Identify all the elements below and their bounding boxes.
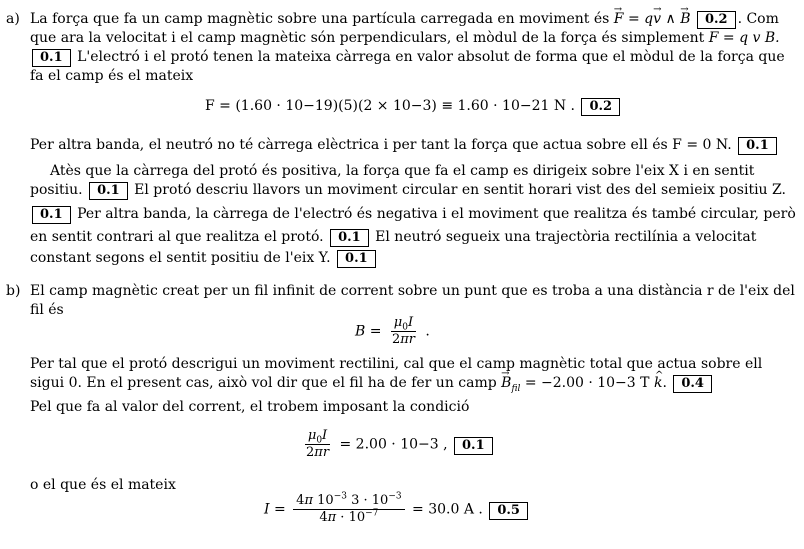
part-a-line-8: 0.1 Per altra banda, la càrrega de l'electró és negativa i el moviment que realitza és també circular, però (30, 205, 760, 224)
score-box: 0.1 (32, 206, 71, 224)
part-a-line-6: Atès que la càrrega del protó és positiva, la força que fa el camp es dirigeix sobre l'eix X i en sentit (50, 163, 755, 179)
score-box: 0.1 (330, 229, 369, 247)
part-a-line-7: positiu. 0.1 El protó descriu llavors un moviment circular en sentit horari vist des del semieix positiu Z. (30, 182, 786, 198)
part-b-label: b) (6, 283, 21, 299)
part-a-line-5: Per altra banda, el neutró no té càrrega elèctrica i per tant la força que actua sobre ell és F = 0 N. 0.1 (30, 136, 760, 155)
equation-field: B = $\frac{\mu_0I}{2\pi r}$ . (355, 315, 430, 347)
score-box: 0.1 (337, 250, 376, 268)
score-box: 0.1 (454, 437, 493, 455)
part-a-line-2: que ara la velocitat i el camp magnètic són perpendiculars, el mòdul de la força és simplement F = q v B. (30, 30, 780, 46)
equation-current: I = $\frac{4\pi 10^{-3} 3 \cdot 10^{-3}}{4\pi \cdot 10^{-7}}$ = 30.0 A . 0.5 (264, 493, 530, 526)
part-b-line-6: o el que és el mateix (30, 477, 176, 493)
part-b-line-1: El camp magnètic creat per un fil infinit de corrent sobre un punt que es troba a una distància r de l'eix del (30, 283, 795, 299)
part-a-line-9: en sentit contrari al que realitza el protó. 0.1 El neutró segueix una trajectòria rectilínia a velocitat (30, 229, 757, 245)
part-a-line-3: 0.1 L'electró i el protó tenen la mateixa càrrega en valor absolut de forma que el mòdul de la força que (30, 48, 760, 67)
equation-condition: $\frac{\mu_0I}{2\pi r}$ = 2.00 · 10−3 , 0.1 (300, 428, 495, 461)
part-b-line-4: sigui 0. En el present cas, això vol dir que el fil ha de fer un camp → $B_{fil} = -2.00 \cdot 10-3$ T ^ k. 0.4 (30, 374, 760, 393)
equation-force: F = (1.60 · 10−19)(5)(2 × 10−3) ≡ 1.60 · 10−21 N . 0.2 (205, 97, 622, 116)
score-box: 0.1 (32, 49, 71, 67)
score-box: 0.4 (673, 375, 712, 393)
score-box: 0.1 (89, 182, 128, 200)
part-b-line-5: Pel que fa al valor del corrent, el trobem imposant la condició (30, 399, 470, 415)
score-box: 0.5 (489, 502, 528, 520)
part-a-line-10: constant segons el sentit positiu de l'eix Y. 0.1 (30, 249, 760, 268)
part-a-label: a) (6, 11, 20, 27)
part-b-line-2: fil és (30, 302, 64, 318)
score-box: 0.1 (738, 137, 777, 155)
part-a-line-1: La força que fa un camp magnètic sobre una partícula carregada en moviment és → F = q→ v ∧ → B 0.2 . Com (30, 10, 760, 29)
score-box: 0.2 (581, 98, 620, 116)
part-a-line-4: fa el camp és el mateix (30, 68, 194, 84)
part-b-line-3: Per tal que el protó descrigui un moviment rectilini, cal que el camp magnètic total que actua sobre ell (30, 356, 763, 372)
score-box: 0.2 (697, 11, 736, 29)
